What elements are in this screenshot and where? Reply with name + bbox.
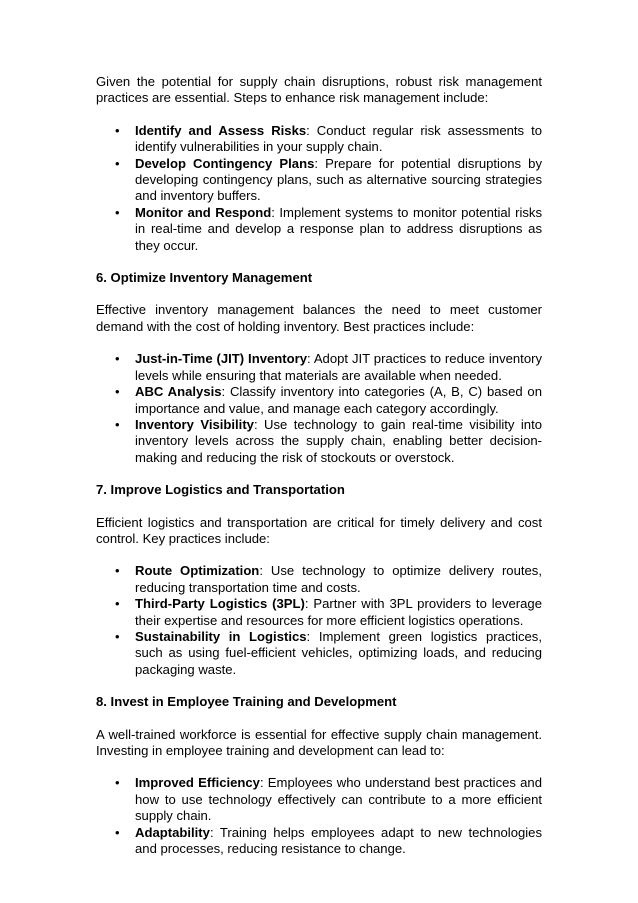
bullet-icon: • (115, 563, 120, 579)
list-item-term: Identify and Assess Risks (135, 122, 307, 138)
bullet-icon: • (115, 351, 120, 367)
list-item-desc: : Partner with 3PL providers to leverage their expertise and resources for more efficient logistics operations. (135, 596, 542, 628)
list-item-term: Monitor and Respond (135, 204, 272, 220)
list-item (96, 417, 542, 466)
bullet-icon: • (115, 122, 120, 138)
list-item-term: Third-Party Logistics (3PL) (135, 596, 305, 612)
list-item-term: ABC Analysis (135, 384, 222, 400)
list-item-desc: : Employees who understand best practices and how to use technology effectively can contribute to a more efficient supply chain. (135, 775, 542, 824)
section-8-intro: A well-trained workforce is essential for effective supply chain management. Investing in employee training and development can lead to: (96, 726, 542, 758)
list-item (96, 351, 542, 384)
list-item-desc: : Adopt JIT practices to reduce inventory levels while ensuring that materials are available when needed. (135, 351, 543, 383)
list-item-desc: : Implement systems to monitor potential risks in real-time and develop a response plan to address disruptions as they occur. (135, 204, 542, 253)
list-item-term: Improved Efficiency (135, 775, 260, 791)
list-item (96, 563, 542, 596)
section-6-heading: 6. Optimize Inventory Management (96, 270, 313, 286)
section-6-list (96, 351, 542, 466)
list-item-desc: : Conduct regular risk assessments to identify vulnerabilities in your supply chain. (135, 122, 542, 155)
risk-management-list (96, 123, 542, 254)
list-item-term: Sustainability in Logistics (135, 628, 307, 644)
list-item (96, 825, 542, 858)
section-7-heading: 7. Improve Logistics and Transportation (96, 482, 345, 498)
list-item-term: Adaptability (135, 824, 210, 840)
list-item-desc: : Implement green logistics practices, such as using fuel-efficient vehicles, optimizing loads, and reducing packaging waste. (135, 628, 542, 677)
section-7-intro: Efficient logistics and transportation are critical for timely delivery and cost control. Key practices include: (96, 514, 542, 546)
section-8-list (96, 775, 542, 857)
list-item (96, 205, 542, 254)
section-7-list (96, 563, 542, 678)
bullet-icon: • (115, 628, 120, 644)
list-item-term: Develop Contingency Plans (135, 155, 315, 171)
intro-paragraph: Given the potential for supply chain disruptions, robust risk management practices are essential. Steps to enhance risk management include: (96, 74, 542, 106)
bullet-icon: • (115, 384, 120, 400)
list-item (96, 156, 542, 205)
list-item (96, 596, 542, 629)
section-8-heading: 8. Invest in Employee Training and Development (96, 694, 397, 710)
list-item (96, 384, 542, 417)
list-item-term: Just-in-Time (JIT) Inventory (135, 351, 307, 367)
list-item-desc: : Use technology to optimize delivery routes, reducing transportation time and costs. (135, 563, 542, 595)
section-6-intro: Effective inventory management balances the need to meet customer demand with the cost of holding inventory. Best practices include: (96, 302, 542, 334)
list-item (96, 629, 542, 678)
bullet-icon: • (115, 775, 120, 791)
bullet-icon: • (115, 824, 120, 840)
list-item-desc: : Prepare for potential disruptions by developing contingency plans, such as alternative sourcing strategies and inventory buffers. (135, 155, 542, 204)
bullet-icon: • (115, 204, 120, 220)
list-item-term: Route Optimization (135, 563, 260, 579)
bullet-icon: • (115, 596, 120, 612)
list-item-desc: : Use technology to gain real-time visibility into inventory levels across the supply chain, enabling better decision-making and reducing the risk of stockouts or overstock. (135, 416, 542, 465)
list-item-desc: : Training helps employees adapt to new technologies and processes, reducing resistance to change. (135, 824, 542, 857)
list-item (96, 775, 542, 824)
document-page (96, 74, 542, 873)
bullet-icon: • (115, 416, 120, 432)
list-item-term: Inventory Visibility (135, 416, 254, 432)
list-item (96, 123, 542, 156)
list-item-desc: : Classify inventory into categories (A, B, C) based on importance and value, and manage each category accordingly. (135, 384, 542, 416)
bullet-icon: • (115, 155, 120, 171)
